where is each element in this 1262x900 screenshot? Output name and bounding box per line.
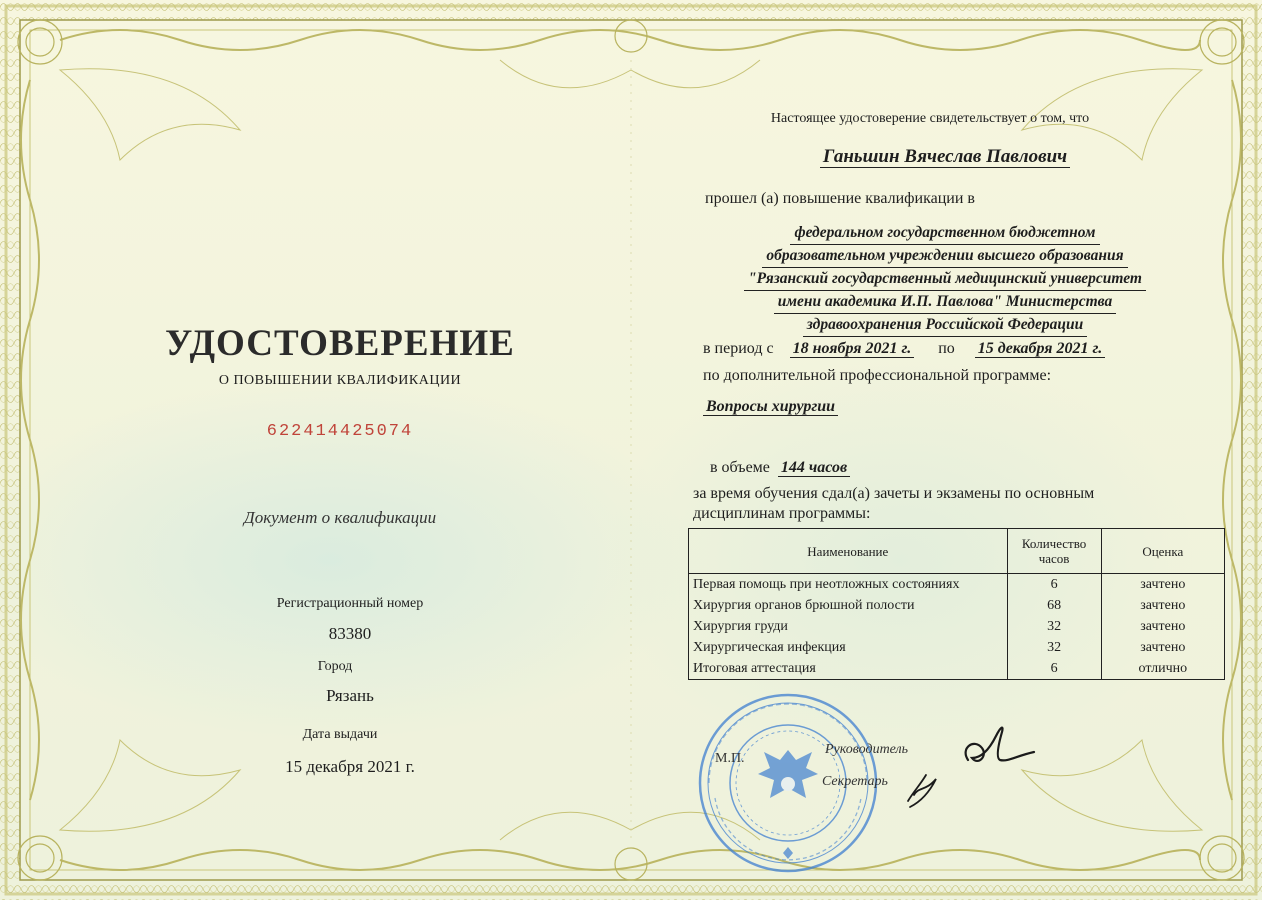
organization-name: [700, 222, 1190, 337]
signature-icon: [960, 718, 1040, 773]
issue-date: 15 декабря 2021 г.: [285, 757, 415, 776]
signature-icon: [900, 765, 945, 810]
discipline-grade: зачтено: [1101, 637, 1224, 658]
program-label: по дополнительной профессиональной программе:: [703, 367, 1052, 384]
certificate-subtitle: О ПОВЫШЕНИИ КВАЛИФИКАЦИИ: [218, 373, 462, 388]
organization-line: имени академика И.П. Павлова" Министерства: [774, 291, 1116, 314]
exams-text-line: дисциплинам программы:: [693, 505, 871, 522]
header-name: Наименование: [689, 529, 1008, 574]
document-type: Документ о квалификации: [243, 508, 437, 527]
discipline-grade: зачтено: [1101, 616, 1224, 637]
table-row: [689, 616, 1225, 637]
organization-line: здравоохранения Российской Федерации: [803, 314, 1087, 337]
period-prefix: в период с: [703, 340, 774, 357]
organization-line: федеральном государственном бюджетном: [790, 222, 1099, 245]
table-header-row: [689, 529, 1225, 574]
discipline-hours: 32: [1007, 616, 1101, 637]
organization-line: образовательном учреждении высшего образования: [762, 245, 1127, 268]
period-to-word: по: [938, 340, 955, 357]
person-name: Ганьшин Вячеслав Павлович: [700, 146, 1190, 168]
study-period: [703, 340, 1203, 358]
period-from: 18 ноября 2021 г.: [790, 340, 915, 358]
discipline-name: Итоговая аттестация: [689, 658, 1008, 680]
registration-number: 83380: [328, 624, 372, 643]
organization-line: "Рязанский государственный медицинский университет: [744, 268, 1146, 291]
stamp-place-label: М.П.: [715, 751, 745, 766]
serial-number: 622414425074: [266, 422, 414, 441]
discipline-hours: 6: [1007, 574, 1101, 596]
discipline-name: Первая помощь при неотложных состояниях: [689, 574, 1008, 596]
intro-text: Настоящее удостоверение свидетельствует о том, что: [770, 111, 1090, 126]
table-row: [689, 595, 1225, 616]
period-to: 15 декабря 2021 г.: [975, 340, 1105, 358]
disciplines-table: [688, 528, 1225, 680]
discipline-name: Хирургия груди: [689, 616, 1008, 637]
discipline-name: Хирургия органов брюшной полости: [689, 595, 1008, 616]
discipline-hours: 32: [1007, 637, 1101, 658]
city-label: Город: [317, 659, 353, 674]
discipline-hours: 6: [1007, 658, 1101, 680]
table-row: [689, 574, 1225, 596]
program-name: Вопросы хирургии: [703, 398, 1003, 416]
discipline-name: Хирургическая инфекция: [689, 637, 1008, 658]
header-grade: Оценка: [1101, 529, 1224, 574]
header-hours: Количество часов: [1007, 529, 1101, 574]
certificate-title: УДОСТОВЕРЕНИЕ: [165, 323, 515, 364]
discipline-grade: зачтено: [1101, 574, 1224, 596]
secretary-label: Секретарь: [822, 774, 888, 789]
city-value: Рязань: [326, 686, 374, 705]
issue-date-label: Дата выдачи: [302, 727, 378, 742]
exams-text-line: за время обучения сдал(а) зачеты и экзамены по основным: [693, 485, 1095, 502]
program-volume: [710, 459, 1010, 477]
registration-number-label: Регистрационный номер: [276, 596, 424, 611]
table-row: [689, 658, 1225, 680]
passed-text: прошел (а) повышение квалификации в: [705, 190, 975, 207]
discipline-hours: 68: [1007, 595, 1101, 616]
volume-value: 144 часов: [778, 459, 850, 477]
table-row: [689, 637, 1225, 658]
volume-prefix: в объеме: [710, 459, 770, 476]
discipline-grade: зачтено: [1101, 595, 1224, 616]
exams-text: [693, 484, 1173, 524]
discipline-grade: отлично: [1101, 658, 1224, 680]
head-label: Руководитель: [825, 742, 909, 757]
